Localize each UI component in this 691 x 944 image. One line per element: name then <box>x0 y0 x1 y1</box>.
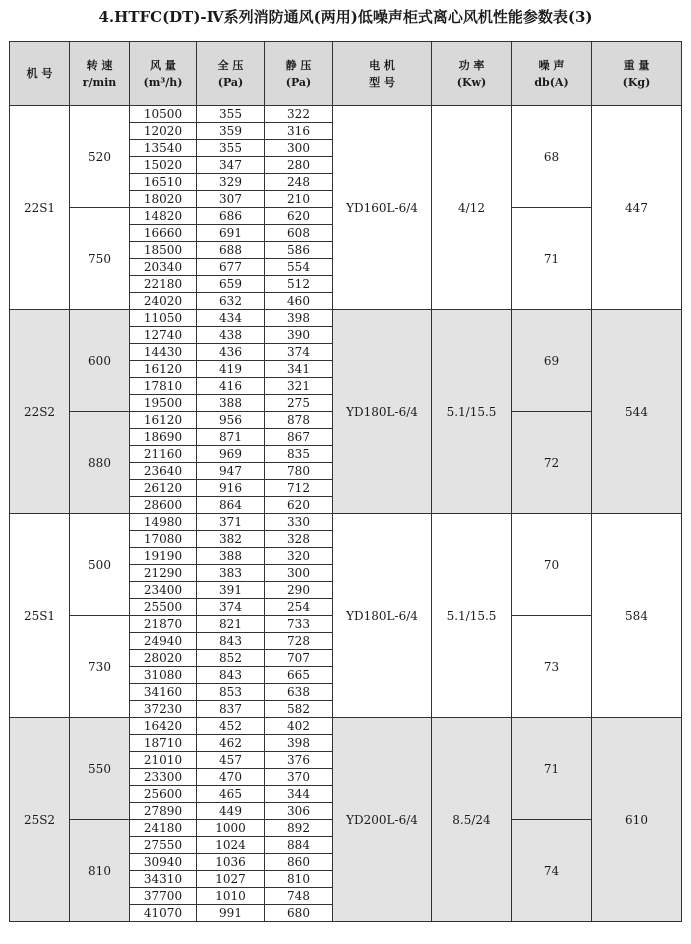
total-pressure-cell: 457 <box>197 752 265 769</box>
static-pressure-cell: 512 <box>265 276 333 293</box>
static-pressure-cell: 316 <box>265 123 333 140</box>
total-pressure-cell: 419 <box>197 361 265 378</box>
static-pressure-cell: 608 <box>265 225 333 242</box>
speed-cell: 730 <box>70 616 130 718</box>
speed-cell: 600 <box>70 310 130 412</box>
flow-cell: 12020 <box>130 123 197 140</box>
motor-cell: YD200L-6/4 <box>333 718 432 922</box>
total-pressure-cell: 329 <box>197 174 265 191</box>
total-pressure-cell: 462 <box>197 735 265 752</box>
table-row <box>10 106 682 123</box>
total-pressure-cell: 852 <box>197 650 265 667</box>
flow-cell: 14980 <box>130 514 197 531</box>
static-pressure-cell: 370 <box>265 769 333 786</box>
flow-cell: 21290 <box>130 565 197 582</box>
model-cell: 25S2 <box>10 718 70 922</box>
static-pressure-cell: 884 <box>265 837 333 854</box>
static-pressure-cell: 300 <box>265 140 333 157</box>
performance-table <box>9 41 682 922</box>
total-pressure-cell: 916 <box>197 480 265 497</box>
flow-cell: 12740 <box>130 327 197 344</box>
static-pressure-cell: 248 <box>265 174 333 191</box>
flow-cell: 16660 <box>130 225 197 242</box>
flow-cell: 25600 <box>130 786 197 803</box>
header-noise: 噪 声 db(A) <box>512 42 592 106</box>
static-pressure-cell: 275 <box>265 395 333 412</box>
total-pressure-cell: 991 <box>197 905 265 922</box>
power-cell: 5.1/15.5 <box>432 310 512 514</box>
flow-cell: 14430 <box>130 344 197 361</box>
static-pressure-cell: 322 <box>265 106 333 123</box>
total-pressure-cell: 1010 <box>197 888 265 905</box>
static-pressure-cell: 748 <box>265 888 333 905</box>
static-pressure-cell: 620 <box>265 208 333 225</box>
total-pressure-cell: 1000 <box>197 820 265 837</box>
static-pressure-cell: 582 <box>265 701 333 718</box>
total-pressure-cell: 371 <box>197 514 265 531</box>
power-cell: 5.1/15.5 <box>432 514 512 718</box>
flow-cell: 21870 <box>130 616 197 633</box>
flow-cell: 20340 <box>130 259 197 276</box>
table-row <box>10 310 682 327</box>
power-cell: 4/12 <box>432 106 512 310</box>
static-pressure-cell: 300 <box>265 565 333 582</box>
static-pressure-cell: 892 <box>265 820 333 837</box>
flow-cell: 25500 <box>130 599 197 616</box>
flow-cell: 24940 <box>130 633 197 650</box>
flow-cell: 27890 <box>130 803 197 820</box>
flow-cell: 13540 <box>130 140 197 157</box>
total-pressure-cell: 1024 <box>197 837 265 854</box>
flow-cell: 37230 <box>130 701 197 718</box>
static-pressure-cell: 398 <box>265 310 333 327</box>
total-pressure-cell: 470 <box>197 769 265 786</box>
total-pressure-cell: 686 <box>197 208 265 225</box>
static-pressure-cell: 330 <box>265 514 333 531</box>
static-pressure-cell: 341 <box>265 361 333 378</box>
total-pressure-cell: 383 <box>197 565 265 582</box>
static-pressure-cell: 320 <box>265 548 333 565</box>
total-pressure-cell: 864 <box>197 497 265 514</box>
noise-cell: 74 <box>512 820 592 922</box>
table-body <box>10 106 682 922</box>
static-pressure-cell: 374 <box>265 344 333 361</box>
noise-cell: 70 <box>512 514 592 616</box>
speed-cell: 520 <box>70 106 130 208</box>
speed-cell: 750 <box>70 208 130 310</box>
static-pressure-cell: 402 <box>265 718 333 735</box>
flow-cell: 16510 <box>130 174 197 191</box>
static-pressure-cell: 554 <box>265 259 333 276</box>
static-pressure-cell: 376 <box>265 752 333 769</box>
static-pressure-cell: 306 <box>265 803 333 820</box>
static-pressure-cell: 321 <box>265 378 333 395</box>
flow-cell: 41070 <box>130 905 197 922</box>
header-total-pressure: 全 压 (Pa) <box>197 42 265 106</box>
flow-cell: 27550 <box>130 837 197 854</box>
table-row <box>10 718 682 735</box>
total-pressure-cell: 434 <box>197 310 265 327</box>
header-model: 机 号 <box>10 42 70 106</box>
static-pressure-cell: 280 <box>265 157 333 174</box>
flow-cell: 21160 <box>130 446 197 463</box>
total-pressure-cell: 359 <box>197 123 265 140</box>
noise-cell: 71 <box>512 208 592 310</box>
total-pressure-cell: 1027 <box>197 871 265 888</box>
flow-cell: 18710 <box>130 735 197 752</box>
flow-cell: 15020 <box>130 157 197 174</box>
flow-cell: 30940 <box>130 854 197 871</box>
flow-cell: 34160 <box>130 684 197 701</box>
header-row <box>10 42 682 106</box>
static-pressure-cell: 707 <box>265 650 333 667</box>
total-pressure-cell: 871 <box>197 429 265 446</box>
flow-cell: 18500 <box>130 242 197 259</box>
total-pressure-cell: 382 <box>197 531 265 548</box>
static-pressure-cell: 328 <box>265 531 333 548</box>
static-pressure-cell: 460 <box>265 293 333 310</box>
static-pressure-cell: 878 <box>265 412 333 429</box>
flow-cell: 14820 <box>130 208 197 225</box>
flow-cell: 24180 <box>130 820 197 837</box>
total-pressure-cell: 659 <box>197 276 265 293</box>
total-pressure-cell: 843 <box>197 633 265 650</box>
total-pressure-cell: 688 <box>197 242 265 259</box>
motor-cell: YD160L-6/4 <box>333 106 432 310</box>
header-flow: 风 量 (m³/h) <box>130 42 197 106</box>
flow-cell: 16120 <box>130 361 197 378</box>
flow-cell: 17810 <box>130 378 197 395</box>
flow-cell: 23300 <box>130 769 197 786</box>
noise-cell: 73 <box>512 616 592 718</box>
flow-cell: 19500 <box>130 395 197 412</box>
flow-cell: 10500 <box>130 106 197 123</box>
flow-cell: 21010 <box>130 752 197 769</box>
speed-cell: 550 <box>70 718 130 820</box>
total-pressure-cell: 416 <box>197 378 265 395</box>
model-cell: 22S2 <box>10 310 70 514</box>
header-motor: 电 机 型 号 <box>333 42 432 106</box>
flow-cell: 28600 <box>130 497 197 514</box>
static-pressure-cell: 586 <box>265 242 333 259</box>
flow-cell: 22180 <box>130 276 197 293</box>
static-pressure-cell: 835 <box>265 446 333 463</box>
flow-cell: 26120 <box>130 480 197 497</box>
speed-cell: 810 <box>70 820 130 922</box>
static-pressure-cell: 712 <box>265 480 333 497</box>
total-pressure-cell: 853 <box>197 684 265 701</box>
flow-cell: 16120 <box>130 412 197 429</box>
header-static-pressure: 静 压 (Pa) <box>265 42 333 106</box>
power-cell: 8.5/24 <box>432 718 512 922</box>
flow-cell: 23400 <box>130 582 197 599</box>
table-row <box>10 514 682 531</box>
total-pressure-cell: 632 <box>197 293 265 310</box>
flow-cell: 19190 <box>130 548 197 565</box>
static-pressure-cell: 733 <box>265 616 333 633</box>
flow-cell: 37700 <box>130 888 197 905</box>
total-pressure-cell: 307 <box>197 191 265 208</box>
total-pressure-cell: 947 <box>197 463 265 480</box>
weight-cell: 584 <box>592 514 682 718</box>
speed-cell: 500 <box>70 514 130 616</box>
motor-cell: YD180L-6/4 <box>333 514 432 718</box>
total-pressure-cell: 821 <box>197 616 265 633</box>
weight-cell: 447 <box>592 106 682 310</box>
total-pressure-cell: 388 <box>197 548 265 565</box>
static-pressure-cell: 254 <box>265 599 333 616</box>
static-pressure-cell: 210 <box>265 191 333 208</box>
motor-cell: YD180L-6/4 <box>333 310 432 514</box>
header-speed: 转 速 r/min <box>70 42 130 106</box>
noise-cell: 68 <box>512 106 592 208</box>
model-cell: 22S1 <box>10 106 70 310</box>
total-pressure-cell: 374 <box>197 599 265 616</box>
flow-cell: 17080 <box>130 531 197 548</box>
static-pressure-cell: 728 <box>265 633 333 650</box>
static-pressure-cell: 638 <box>265 684 333 701</box>
header-weight: 重 量 (Kg) <box>592 42 682 106</box>
static-pressure-cell: 780 <box>265 463 333 480</box>
weight-cell: 544 <box>592 310 682 514</box>
total-pressure-cell: 843 <box>197 667 265 684</box>
total-pressure-cell: 449 <box>197 803 265 820</box>
static-pressure-cell: 398 <box>265 735 333 752</box>
static-pressure-cell: 867 <box>265 429 333 446</box>
static-pressure-cell: 290 <box>265 582 333 599</box>
static-pressure-cell: 665 <box>265 667 333 684</box>
flow-cell: 16420 <box>130 718 197 735</box>
flow-cell: 18690 <box>130 429 197 446</box>
total-pressure-cell: 347 <box>197 157 265 174</box>
static-pressure-cell: 344 <box>265 786 333 803</box>
flow-cell: 24020 <box>130 293 197 310</box>
total-pressure-cell: 956 <box>197 412 265 429</box>
total-pressure-cell: 355 <box>197 106 265 123</box>
model-cell: 25S1 <box>10 514 70 718</box>
page-title: 4.HTFC(DT)-Ⅳ系列消防通风(两用)低噪声柜式离心风机性能参数表(3) <box>98 8 593 26</box>
total-pressure-cell: 388 <box>197 395 265 412</box>
noise-cell: 71 <box>512 718 592 820</box>
noise-cell: 69 <box>512 310 592 412</box>
static-pressure-cell: 860 <box>265 854 333 871</box>
speed-cell: 880 <box>70 412 130 514</box>
flow-cell: 23640 <box>130 463 197 480</box>
static-pressure-cell: 390 <box>265 327 333 344</box>
weight-cell: 610 <box>592 718 682 922</box>
total-pressure-cell: 969 <box>197 446 265 463</box>
total-pressure-cell: 1036 <box>197 854 265 871</box>
static-pressure-cell: 620 <box>265 497 333 514</box>
flow-cell: 11050 <box>130 310 197 327</box>
flow-cell: 18020 <box>130 191 197 208</box>
flow-cell: 31080 <box>130 667 197 684</box>
total-pressure-cell: 355 <box>197 140 265 157</box>
total-pressure-cell: 837 <box>197 701 265 718</box>
total-pressure-cell: 436 <box>197 344 265 361</box>
flow-cell: 28020 <box>130 650 197 667</box>
static-pressure-cell: 810 <box>265 871 333 888</box>
flow-cell: 34310 <box>130 871 197 888</box>
total-pressure-cell: 677 <box>197 259 265 276</box>
static-pressure-cell: 680 <box>265 905 333 922</box>
total-pressure-cell: 465 <box>197 786 265 803</box>
total-pressure-cell: 438 <box>197 327 265 344</box>
noise-cell: 72 <box>512 412 592 514</box>
total-pressure-cell: 452 <box>197 718 265 735</box>
total-pressure-cell: 691 <box>197 225 265 242</box>
total-pressure-cell: 391 <box>197 582 265 599</box>
header-power: 功 率 (Kw) <box>432 42 512 106</box>
